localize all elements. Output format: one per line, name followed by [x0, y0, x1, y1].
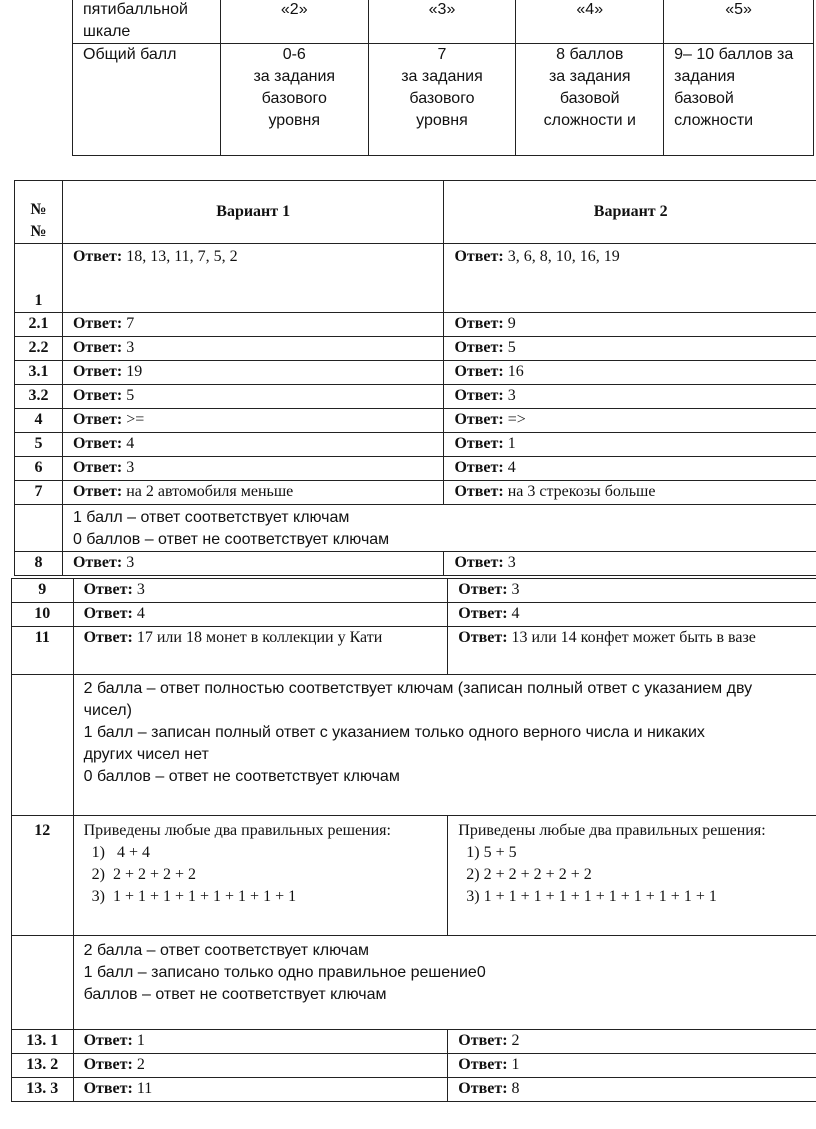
grade-4: «4» — [516, 0, 664, 44]
answer-v2 — [444, 361, 816, 385]
answers-table-a — [14, 180, 816, 576]
answer-row — [12, 1054, 816, 1078]
answer-value: 4 — [507, 459, 516, 476]
answer-value: 3 — [507, 387, 516, 404]
answer-v2 — [448, 1030, 816, 1054]
answer-value: 9 — [507, 315, 516, 332]
answer-value: => — [507, 411, 526, 428]
answer-value: 18, 13, 11, 7, 5, 2 — [126, 248, 238, 265]
answer-value: 8 — [511, 1080, 520, 1097]
answer-label: Ответ: — [83, 1080, 133, 1097]
answer-v2 — [444, 244, 816, 313]
answer-row — [15, 337, 816, 361]
answer-label: Ответ: — [454, 483, 504, 500]
grade-5: «5» — [664, 0, 814, 44]
answer-value: 2 — [511, 1032, 520, 1049]
answer-label: Ответ: — [454, 315, 504, 332]
answer-row-11: 11 Ответ: 17 или 18 монет в коллекции у Кати Ответ: 13 или 14 конфет может быть в вазе — [12, 627, 816, 675]
answer-row-12: 12 Приведены любые два правильных решения: 1) 4 + 4 2) 2 + 2 + 2 + 2 3) 1 + 1 + 1 + 1 + 1 + 1 + 1 + 1 Приведены любые два правильных решения: 1) 5 + 5 2) 2 + 2 + 2 + 2 + 2 3) 1 + 1 + 1 + 1 + 1 + 1 + 1 + 1 + 1 + 1 — [12, 816, 816, 936]
row-num: 13. 1 — [12, 1030, 74, 1054]
answer-v1 — [62, 409, 444, 433]
answer-row — [12, 1030, 816, 1054]
grade-2: «2» — [220, 0, 368, 44]
row-num: 3.2 — [15, 385, 63, 409]
answers-table-b — [11, 578, 816, 1102]
criteria-11: 2 балла – ответ полностью соответствует ключам (записан полный ответ с указанием дву чисел) 1 балл – записан полный ответ с указанием только одного верного числа и никаких других чисел нет 0 баллов – ответ не соответствует ключам — [73, 675, 816, 816]
answer-v2 — [444, 433, 816, 457]
answer-value: 3 — [126, 459, 135, 476]
header-num: № № — [15, 181, 63, 244]
answer-row-9: 9 Ответ: 3 Ответ: 3 — [12, 579, 816, 603]
answer-row — [15, 457, 816, 481]
answer-label: Ответ: — [72, 339, 123, 356]
header-variant-1: Вариант 1 — [62, 181, 444, 244]
answer-value: 2 — [136, 1056, 145, 1073]
answer-v2: Ответ: 3 — [444, 552, 816, 576]
answer-value: 16 — [507, 363, 524, 380]
answer-v1 — [73, 1030, 448, 1054]
answer-value: 3, 6, 8, 10, 16, 19 — [507, 248, 620, 265]
answer-value: 7 — [126, 315, 135, 332]
answer-label: Ответ: — [83, 1032, 133, 1049]
answer-row-8 — [15, 552, 816, 576]
grade-table — [72, 0, 814, 156]
criteria-7: 1 балл – ответ соответствует ключам 0 баллов – ответ не соответствует ключам — [62, 505, 816, 552]
answer-label: Ответ: — [72, 483, 123, 500]
total-score-label: Общий балл — [73, 44, 221, 156]
answer-row-1 — [15, 244, 816, 313]
criteria-12: 2 балла – ответ соответствует ключам 1 балл – записано только одно правильное решение0 баллов – ответ не соответствует ключам — [73, 936, 816, 1030]
answer-value: 19 — [126, 363, 143, 380]
answer-label: Ответ: — [72, 248, 123, 265]
answer-v1 — [62, 244, 444, 313]
row-num: 2.1 — [15, 313, 63, 337]
answer-value: 4 — [126, 435, 135, 452]
answer-label: Ответ: — [72, 411, 123, 428]
answer-label: Ответ: — [454, 459, 504, 476]
answer-label: Ответ: — [458, 1080, 508, 1097]
answer-v1 — [73, 1054, 448, 1078]
answer-v2 — [444, 457, 816, 481]
answer-v1 — [62, 433, 444, 457]
answer-value: >= — [126, 411, 145, 428]
row-num: 5 — [15, 433, 63, 457]
row-num: 1 — [15, 244, 63, 313]
answer-value: 1 — [136, 1032, 145, 1049]
score-range-5: 9– 10 баллов за задания базовой сложности — [664, 44, 814, 156]
score-range-2: 0-6 за задания базового уровня — [220, 44, 368, 156]
answer-v1 — [62, 337, 444, 361]
answer-v1 — [62, 457, 444, 481]
answer-v2 — [448, 1078, 816, 1102]
row-num: 13. 2 — [12, 1054, 74, 1078]
answer-label: Ответ: — [72, 387, 123, 404]
answer-v1 — [62, 313, 444, 337]
answer-value: 1 — [507, 435, 516, 452]
answer-v2 — [444, 481, 816, 505]
answer-label: Ответ: — [458, 1032, 508, 1049]
answer-label: Ответ: — [83, 1056, 133, 1073]
solutions-v2: Приведены любые два правильных решения: 1) 5 + 5 2) 2 + 2 + 2 + 2 + 2 3) 1 + 1 + 1 + 1 + 1 + 1 + 1 + 1 + 1 + 1 — [448, 816, 816, 936]
answer-value: 3 — [126, 339, 135, 356]
answer-label: Ответ: — [454, 387, 504, 404]
answer-value: 5 — [507, 339, 516, 356]
answer-label: Ответ: — [72, 459, 123, 476]
answer-row — [15, 361, 816, 385]
answer-v1 — [62, 361, 444, 385]
grade-3: «3» — [368, 0, 516, 44]
answer-v2 — [448, 1054, 816, 1078]
answer-label: Ответ: — [454, 363, 504, 380]
answer-row — [15, 481, 816, 505]
answer-v1: Ответ: 3 — [62, 552, 444, 576]
answer-row — [15, 385, 816, 409]
answer-v1 — [73, 1078, 448, 1102]
answer-label: Ответ: — [72, 315, 123, 332]
row-num: 6 — [15, 457, 63, 481]
header-variant-2: Вариант 2 — [444, 181, 816, 244]
answer-v1 — [62, 385, 444, 409]
answer-v2 — [444, 337, 816, 361]
answer-value: на 2 автомобиля меньше — [126, 483, 294, 500]
row-num: 4 — [15, 409, 63, 433]
answer-label: Ответ: — [72, 435, 123, 452]
answer-v1 — [62, 481, 444, 505]
answer-value: 5 — [126, 387, 135, 404]
answer-v2 — [444, 409, 816, 433]
row-num: 8 — [15, 552, 63, 576]
answer-v2 — [444, 385, 816, 409]
score-range-3: 7 за задания базового уровня — [368, 44, 516, 156]
answer-row-10: 10 Ответ: 4 Ответ: 4 — [12, 603, 816, 627]
answer-label: Ответ: — [458, 1056, 508, 1073]
answer-label: Ответ: — [72, 363, 123, 380]
answer-value: 1 — [511, 1056, 520, 1073]
answer-row — [15, 433, 816, 457]
row-num: 13. 3 — [12, 1078, 74, 1102]
grade-scale-label: пятибалльной шкале — [73, 0, 221, 44]
answer-label: Ответ: — [454, 435, 504, 452]
row-num: 3.1 — [15, 361, 63, 385]
answer-row — [12, 1078, 816, 1102]
row-num: 7 — [15, 481, 63, 505]
answer-label: Ответ: — [454, 248, 504, 265]
answer-value: 11 — [136, 1080, 153, 1097]
answer-row — [15, 313, 816, 337]
answer-row — [15, 409, 816, 433]
solutions-v1: Приведены любые два правильных решения: 1) 4 + 4 2) 2 + 2 + 2 + 2 3) 1 + 1 + 1 + 1 + 1 + 1 + 1 + 1 — [73, 816, 448, 936]
answer-label: Ответ: — [454, 411, 504, 428]
answer-value: на 3 стрекозы больше — [507, 483, 656, 500]
row-num: 2.2 — [15, 337, 63, 361]
score-range-4: 8 баллов за задания базовой сложности и — [516, 44, 664, 156]
answer-label: Ответ: — [454, 339, 504, 356]
answer-v2 — [444, 313, 816, 337]
